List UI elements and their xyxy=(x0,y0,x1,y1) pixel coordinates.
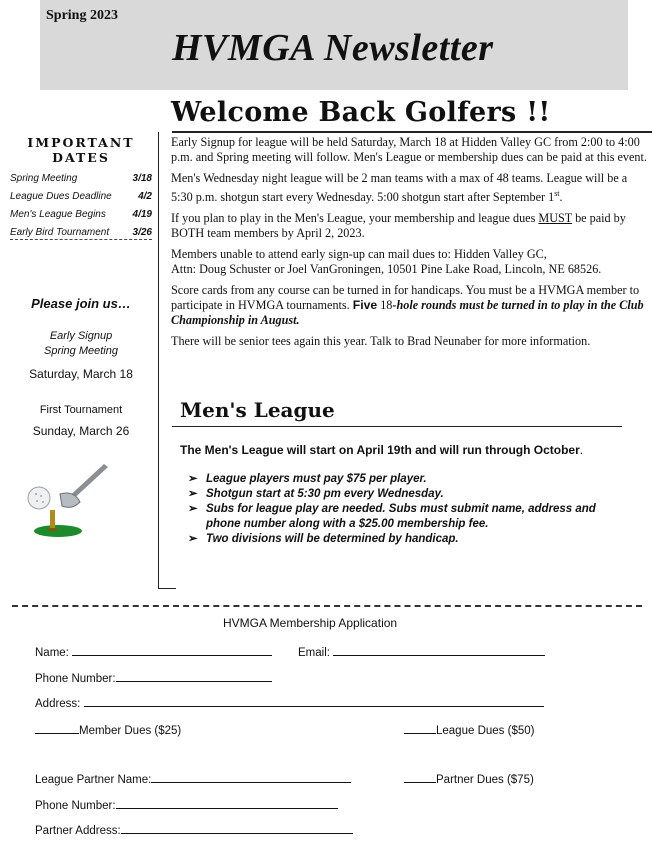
date-value: 3/26 xyxy=(132,227,152,238)
eighteen: 18 xyxy=(377,298,393,313)
date-value: 3/18 xyxy=(132,173,152,184)
event2-date: Sunday, March 26 xyxy=(32,424,130,438)
date-label: Men's League Begins xyxy=(10,209,106,220)
date-value: 4/2 xyxy=(138,191,152,202)
signup-paragraph: Early Signup for league will be held Saturday, March 18 at Hidden Valley GC from 2:00 to 4:00 p.m. and Spring meeting will follow. Men's League or membership dues can be paid at this event. xyxy=(171,135,647,164)
date-label: League Dues Deadline xyxy=(10,191,112,202)
list-item: ➢ Shotgun start at 5:30 pm every Wednesday. xyxy=(188,487,628,502)
event2-line1: First Tournament xyxy=(39,404,123,416)
five-word: Five xyxy=(352,298,378,313)
issue-season: Spring 2023 xyxy=(46,8,118,23)
partner-address-label: Partner Address: xyxy=(35,825,121,837)
list-item: ➢ Subs for league play are needed. Subs must submit name, address and phone number along with a $25.00 membership fee. xyxy=(188,502,628,532)
partner-dues-label: Partner Dues ($75) xyxy=(436,774,534,786)
name-label: Name: xyxy=(35,647,69,659)
mens-league-heading: Men's League xyxy=(180,398,335,422)
partner-dues-blank[interactable] xyxy=(404,771,436,783)
partner-phone-field[interactable] xyxy=(35,797,338,812)
important-dates-title: IMPORTANT DATES xyxy=(27,135,135,165)
column-divider-foot xyxy=(158,588,176,589)
phone-label: Phone Number: xyxy=(35,673,116,685)
senior-tees-paragraph: There will be senior tees again this year. Talk to Brad Neunaber for more information. xyxy=(171,334,591,349)
lead-text: The Men's League will start on April 19th and will run through October xyxy=(180,443,580,457)
mens-league-lead xyxy=(180,443,583,457)
list-item: ➢ League players must pay $75 per player. xyxy=(188,472,628,487)
golf-club-and-ball-icon xyxy=(22,460,114,540)
welcome-heading: Welcome Back Golfers !! xyxy=(171,97,551,128)
date-row xyxy=(10,227,152,240)
event1-line1: Early Signup xyxy=(49,330,113,342)
league-format-text: Men's Wednesday night league will be 2 man teams with a max of 48 teams. League will be a 5:30 p.m. shotgun start every Wednesday. 5:00 shotgun start after September 1 xyxy=(171,171,628,205)
phone-field[interactable] xyxy=(35,670,272,685)
partner-address-field[interactable] xyxy=(35,822,353,837)
address-label: Address: xyxy=(35,698,81,710)
date-label: Early Bird Tournament xyxy=(10,227,110,238)
important-dates-panel xyxy=(10,135,152,247)
partner-phone-blank[interactable] xyxy=(116,797,338,809)
name-blank[interactable] xyxy=(72,644,272,656)
application-title: HVMGA Membership Application xyxy=(223,616,398,630)
cut-line xyxy=(12,605,642,607)
must-emphasis: MUST xyxy=(538,211,573,226)
heading-rule xyxy=(172,131,652,133)
mail-dues-line1: Members unable to attend early sign-up can mail dues to: Hidden Valley GC, xyxy=(171,247,547,262)
mens-league-rule xyxy=(172,426,622,427)
email-field[interactable] xyxy=(298,644,545,659)
member-dues-label: Member Dues ($25) xyxy=(79,725,182,737)
partner-name-blank[interactable] xyxy=(151,771,351,783)
email-label: Email: xyxy=(298,647,330,659)
newsletter-title: HVMGA Newsletter xyxy=(172,27,494,69)
mail-dues-line2: Attn: Doug Schuster or Joel VanGroningen, 10501 Pine Lake Road, Lincoln, NE 68526. xyxy=(171,262,602,277)
address-blank[interactable] xyxy=(84,695,544,707)
event1-line2: Spring Meeting xyxy=(44,345,118,357)
ordinal-suffix: st xyxy=(554,189,560,198)
partner-phone-label: Phone Number: xyxy=(35,800,116,812)
lead-period: . xyxy=(579,443,584,457)
email-blank[interactable] xyxy=(333,644,545,656)
mail-dues-paragraph xyxy=(171,247,649,277)
championship-requirement: -hole rounds must be turned in to play in the Club Championship in August. xyxy=(171,298,644,328)
date-row xyxy=(10,209,152,220)
member-dues-blank[interactable] xyxy=(35,722,79,734)
name-field[interactable] xyxy=(35,644,272,659)
member-dues-field[interactable] xyxy=(35,722,181,737)
handicap-text: Score cards from any course can be turned in for handicaps. You must be a HVMGA member to participate in HVMGA tournaments. xyxy=(171,283,640,313)
date-row xyxy=(10,191,152,202)
period: . xyxy=(559,190,563,205)
partner-address-blank[interactable] xyxy=(121,822,353,834)
list-item: ➢ Two divisions will be determined by handicap. xyxy=(188,532,628,547)
league-dues-blank[interactable] xyxy=(404,722,436,734)
dues-text: If you plan to play in the Men's League, your membership and league dues xyxy=(171,211,539,226)
mens-league-bullets xyxy=(188,472,628,547)
partner-dues-field[interactable] xyxy=(404,771,534,786)
league-dues-field[interactable] xyxy=(404,722,534,737)
date-row xyxy=(10,173,152,184)
handicap-paragraph xyxy=(171,283,649,328)
event1-date: Saturday, March 18 xyxy=(29,367,133,381)
column-divider xyxy=(158,132,159,588)
address-field[interactable] xyxy=(35,695,544,710)
partner-name-label: League Partner Name: xyxy=(35,774,152,786)
date-value: 4/19 xyxy=(132,209,152,220)
newsletter-body xyxy=(171,135,649,355)
partner-name-field[interactable] xyxy=(35,771,351,786)
phone-blank[interactable] xyxy=(116,670,272,682)
please-join-heading: Please join us… xyxy=(31,296,131,311)
date-label: Spring Meeting xyxy=(10,173,78,184)
league-format-paragraph xyxy=(171,171,649,205)
dues-paragraph xyxy=(171,211,649,241)
league-dues-label: League Dues ($50) xyxy=(436,725,535,737)
dues-text-end: be paid by BOTH team members by April 2, 2023. xyxy=(171,211,626,241)
